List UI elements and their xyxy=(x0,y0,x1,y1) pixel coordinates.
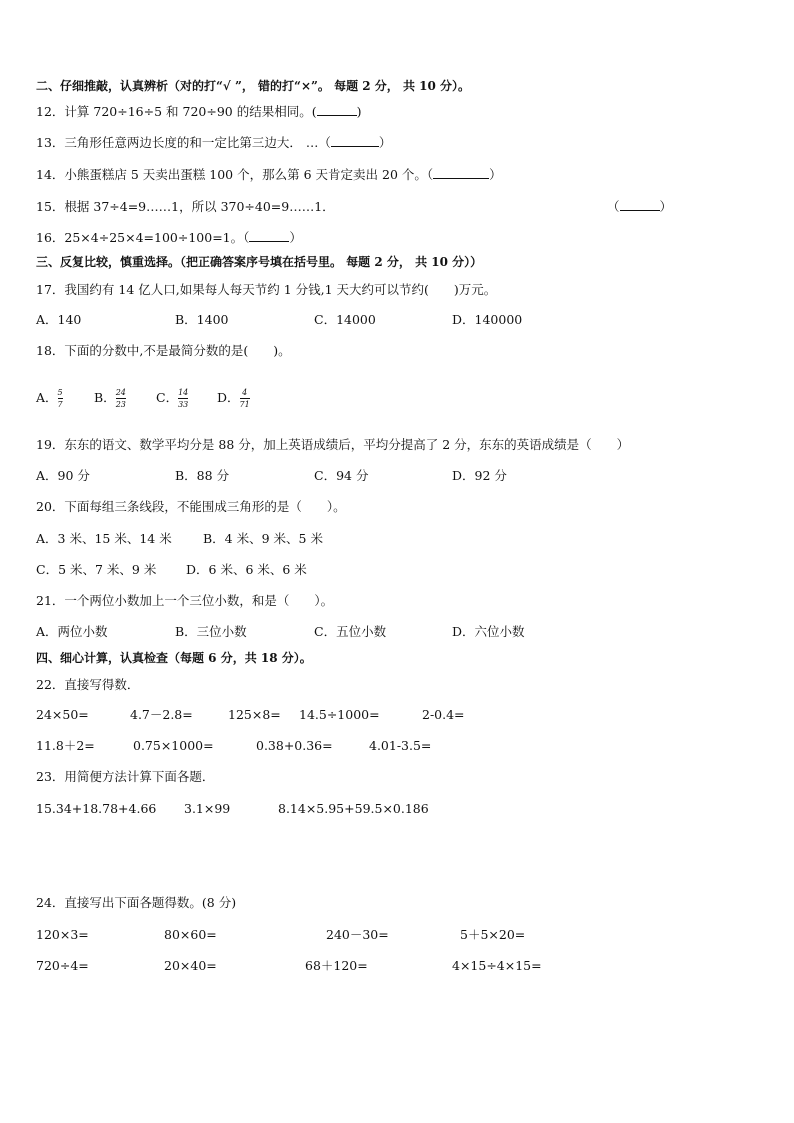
question-22-stem: 22．直接写得数． xyxy=(36,677,140,692)
question-18-stem: 18．下面的分数中,不是最简分数的是( )。 xyxy=(36,343,291,358)
q20-option-d[interactable]: D．6 米、6 米、6 米 xyxy=(186,562,307,577)
q17-option-a[interactable]: A．140 xyxy=(36,312,82,327)
question-16-text: 16．25×4÷25×4=100÷100=1。 xyxy=(36,230,244,245)
question-12: 12．计算 720÷16÷5 和 720÷90 的结果相同。( ) xyxy=(36,104,362,119)
q20-option-c[interactable]: C．5 米、7 米、9 米 xyxy=(36,562,157,577)
q19-option-d[interactable]: D．92 分 xyxy=(452,468,507,483)
denominator: 7 xyxy=(57,400,63,409)
answer-blank-13[interactable] xyxy=(331,134,379,147)
numerator: 4 xyxy=(242,388,248,397)
question-23-stem: 23．用简便方法计算下面各题． xyxy=(36,769,215,784)
question-14-text: 14．小熊蛋糕店 5 天卖出蛋糕 100 个，那么第 6 天肯定卖出 20 个。 xyxy=(36,167,427,182)
q22-item: 0.38+0.36= xyxy=(256,738,333,753)
q21-option-d[interactable]: D．六位小数 xyxy=(452,624,525,639)
q22-item: 24×50= xyxy=(36,707,89,722)
fraction-c xyxy=(178,388,188,409)
question-21-stem: 21．一个两位小数加上一个三位小数，和是（ ）。 xyxy=(36,593,334,608)
numerator: 14 xyxy=(178,388,189,397)
answer-blank-15[interactable] xyxy=(620,198,660,211)
q24-item: 240－30= xyxy=(326,927,389,942)
q24-item: 68＋120= xyxy=(305,958,368,973)
q17-option-c[interactable]: C．14000 xyxy=(314,312,376,327)
denominator: 33 xyxy=(178,400,189,409)
fraction-a xyxy=(58,388,63,409)
q17-option-d[interactable]: D．140000 xyxy=(452,312,523,327)
q19-option-b[interactable]: B．88 分 xyxy=(175,468,230,483)
q18-option-a[interactable] xyxy=(36,388,63,409)
q23-item: 8.14×5.95+59.5×0.186 xyxy=(278,801,429,816)
q18-option-b[interactable] xyxy=(94,388,126,409)
q24-item: 20×40= xyxy=(164,958,217,973)
q22-item: 0.75×1000= xyxy=(133,738,214,753)
q18-option-d[interactable] xyxy=(217,388,250,409)
q22-item: 4.01-3.5= xyxy=(369,738,432,753)
answer-blank-12[interactable] xyxy=(317,103,357,116)
question-15-bracket: （ ） xyxy=(607,199,673,214)
q24-item: 120×3= xyxy=(36,927,89,942)
q20-option-b[interactable]: B．4 米、9 米、5 米 xyxy=(203,531,323,546)
fraction-d xyxy=(240,388,250,409)
question-20-stem: 20．下面每组三条线段，不能围成三角形的是（ ）。 xyxy=(36,499,346,514)
q22-item: 4.7－2.8= xyxy=(130,707,193,722)
denominator: 23 xyxy=(115,400,126,409)
q22-item: 14.5÷1000= xyxy=(299,707,380,722)
q18-option-c[interactable] xyxy=(156,388,188,409)
answer-blank-16[interactable] xyxy=(249,229,289,242)
answer-blank-14[interactable] xyxy=(433,166,489,179)
q21-option-b[interactable]: B．三位小数 xyxy=(175,624,247,639)
q18-option-d-label: D． xyxy=(217,390,240,405)
question-15-text: 15．根据 37÷4=9……1，所以 370÷40=9……1． xyxy=(36,199,335,214)
question-24-stem: 24．直接写出下面各题得数。(8 分) xyxy=(36,895,237,910)
q18-option-c-label: C． xyxy=(156,390,179,405)
section-4-title: 四、细心计算，认真检查（每题 6 分，共 18 分）。 xyxy=(36,651,312,665)
q22-item: 125×8= xyxy=(228,707,281,722)
question-12-text: 12．计算 720÷16÷5 和 720÷90 的结果相同。 xyxy=(36,104,312,119)
section-3-title: 三、反复比较，慎重选择。（把正确答案序号填在括号里。 每题 2 分， 共 10 分）） xyxy=(36,255,483,269)
fraction-b xyxy=(116,388,126,409)
q22-item: 11.8＋2= xyxy=(36,738,95,753)
q17-option-b[interactable]: B．1400 xyxy=(175,312,229,327)
question-15 xyxy=(36,198,335,216)
q24-item: 5＋5×20= xyxy=(460,927,526,942)
q22-item: 2-0.4= xyxy=(422,707,465,722)
q24-item: 80×60= xyxy=(164,927,217,942)
q24-item: 720÷4= xyxy=(36,958,89,973)
q21-option-a[interactable]: A．两位小数 xyxy=(36,624,108,639)
q19-option-c[interactable]: C．94 分 xyxy=(314,468,369,483)
q18-option-b-label: B． xyxy=(94,390,116,405)
numerator: 5 xyxy=(57,388,63,397)
question-17-stem: 17．我国约有 14 亿人口,如果每人每天节约 1 分钱,1 天大约可以节约( )万元。 xyxy=(36,282,497,297)
question-13-text: 13．三角形任意两边长度的和一定比第三边大． … xyxy=(36,135,319,150)
question-16: 16．25×4÷25×4=100÷100=1。（ ） xyxy=(36,230,302,245)
q18-option-a-label: A． xyxy=(36,390,58,405)
numerator: 24 xyxy=(115,388,126,397)
q23-item: 3.1×99 xyxy=(184,801,231,816)
question-14: 14．小熊蛋糕店 5 天卖出蛋糕 100 个，那么第 6 天肯定卖出 20 个。（ ） xyxy=(36,167,502,182)
section-2-title: 二、仔细推敲，认真辨析（对的打“√ ”， 错的打“×”。 每题 2 分， 共 10 分）。 xyxy=(36,79,471,93)
denominator: 71 xyxy=(239,400,250,409)
q24-item: 4×15÷4×15= xyxy=(452,958,542,973)
q20-option-a[interactable]: A．3 米、15 米、14 米 xyxy=(36,531,172,546)
q23-item: 15.34+18.78+4.66 xyxy=(36,801,157,816)
q21-option-c[interactable]: C．五位小数 xyxy=(314,624,387,639)
q19-option-a[interactable]: A．90 分 xyxy=(36,468,90,483)
question-13: 13．三角形任意两边长度的和一定比第三边大． …（ ） xyxy=(36,135,392,150)
question-19-stem: 19．东东的语文、数学平均分是 88 分，加上英语成绩后，平均分提高了 2 分，东东的英语成绩是（ ） xyxy=(36,437,630,452)
